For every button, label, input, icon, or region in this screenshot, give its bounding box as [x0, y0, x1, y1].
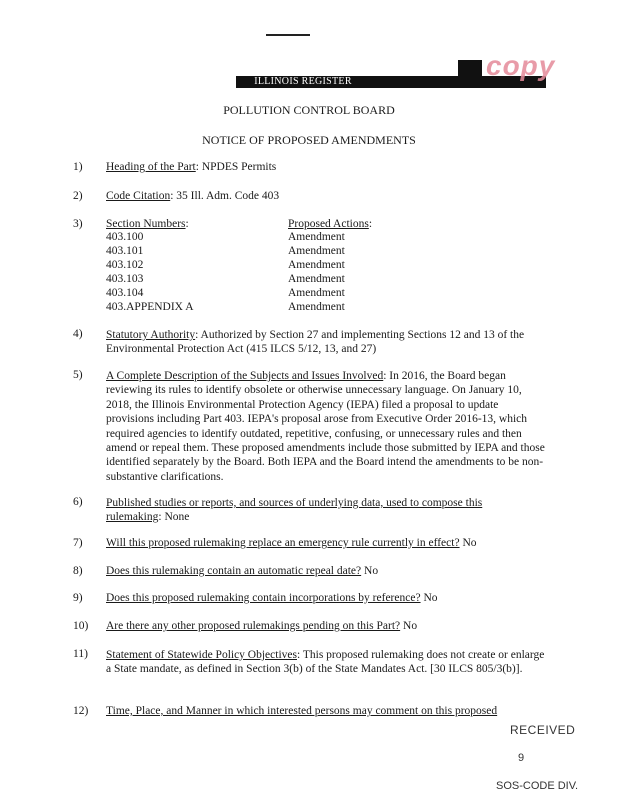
agency-heading: POLLUTION CONTROL BOARD — [223, 103, 395, 117]
item-8-label: Does this rulemaking contain an automatic repeal date? — [106, 565, 362, 577]
redaction-block — [458, 60, 482, 82]
item-4 — [106, 328, 546, 357]
section-row: 403.100 — [106, 231, 144, 243]
item-4-label: Statutory Authority — [106, 329, 196, 341]
item-7-number: 7) — [73, 537, 83, 549]
item-2-number: 2) — [73, 190, 83, 202]
copy-stamp: copy — [486, 50, 556, 81]
action-row: Amendment — [288, 273, 345, 285]
register-title: ILLINOIS REGISTER — [254, 76, 352, 87]
item-1-number: 1) — [73, 161, 83, 173]
item-6-label: Published studies or reports, and sources of underlying data, used to compose this rulemaking — [106, 497, 483, 524]
section-row: 403.104 — [106, 287, 144, 299]
action-row: Amendment — [288, 301, 345, 313]
item-1 — [106, 161, 276, 173]
received-stamp: RECEIVED — [510, 723, 576, 737]
item-12 — [106, 705, 497, 717]
item-10-number: 10) — [73, 620, 89, 632]
item-8 — [106, 565, 378, 577]
item-3-number: 3) — [73, 218, 83, 230]
item-11-text: : This proposed rulemaking does not create or enlarge a State mandate, as defined in Section 3(b) of the State Mandates Act. [30 ILCS 805/3(b)]. — [106, 649, 545, 676]
item-2-text: : 35 Ill. Adm. Code 403 — [170, 190, 280, 202]
section-numbers-header: Section Numbers: — [106, 218, 189, 230]
item-10-label: Are there any other proposed rulemakings pending on this Part? — [106, 620, 401, 632]
item-8-text: No — [361, 565, 379, 577]
item-12-number: 12) — [73, 705, 89, 717]
item-9-number: 9) — [73, 592, 83, 604]
action-row: Amendment — [288, 259, 345, 271]
section-row: 403.102 — [106, 259, 144, 271]
item-1-label: Heading of the Part — [106, 161, 196, 173]
item-7-label: Will this proposed rulemaking replace an emergency rule currently in effect? — [106, 537, 460, 549]
item-10 — [106, 620, 417, 632]
item-7 — [106, 537, 477, 549]
division-stamp: SOS-CODE DIV. — [496, 780, 579, 792]
action-row: Amendment — [288, 231, 345, 243]
item-4-text: : Authorized by Section 27 and implementing Sections 12 and 13 of the Environmental Protection Act (415 ILCS 5/12, 13, and 27) — [106, 329, 525, 356]
item-9 — [106, 592, 438, 604]
notice-heading: NOTICE OF PROPOSED AMENDMENTS — [202, 133, 416, 147]
item-5 — [106, 369, 546, 484]
item-2 — [106, 190, 279, 202]
top-rule — [266, 34, 310, 36]
item-6-number: 6) — [73, 496, 83, 508]
section-row: 403.101 — [106, 245, 144, 257]
item-8-number: 8) — [73, 565, 83, 577]
item-11-number: 11) — [73, 648, 88, 660]
item-7-text: No — [459, 537, 477, 549]
item-2-label: Code Citation — [106, 190, 171, 202]
received-date: 9 — [518, 752, 527, 764]
item-9-text: No — [420, 592, 438, 604]
item-6 — [106, 496, 526, 525]
section-row: 403.APPENDIX A — [106, 301, 194, 313]
item-11-label: Statement of Statewide Policy Objectives — [106, 649, 297, 661]
proposed-actions-header: Proposed Actions: — [288, 218, 373, 230]
item-11 — [106, 648, 546, 677]
action-row: Amendment — [288, 287, 345, 299]
item-12-label: Time, Place, and Manner in which interested persons may comment on this proposed — [106, 705, 498, 717]
item-1-text: : NPDES Permits — [195, 161, 277, 173]
item-4-number: 4) — [73, 328, 83, 340]
section-row: 403.103 — [106, 273, 144, 285]
item-6-text: : None — [158, 511, 190, 524]
item-5-text: : In 2016, the Board began reviewing its rules to identify obsolete or otherwise unnecessary language. On January 10, 2018, the Illinois Environmental Protection Agency (IEPA) filed a proposal to update provisions including Part 403. IEPA's proposal arose from Executive Order 2016-13, which required agencies to identify outdated, repetitive, confusing, or unnecessary rules and then amend or repeal them. These proposed amendments include those submitted by IEPA and those identified separately by the Board. Both IEPA and the Board intend the amendments to be non-substantive clarifications. — [106, 370, 545, 483]
item-5-label: A Complete Description of the Subjects and Issues Involved — [106, 370, 384, 382]
item-10-text: No — [400, 620, 418, 632]
action-row: Amendment — [288, 245, 345, 257]
item-5-number: 5) — [73, 369, 83, 381]
item-9-label: Does this proposed rulemaking contain incorporations by reference? — [106, 592, 421, 604]
